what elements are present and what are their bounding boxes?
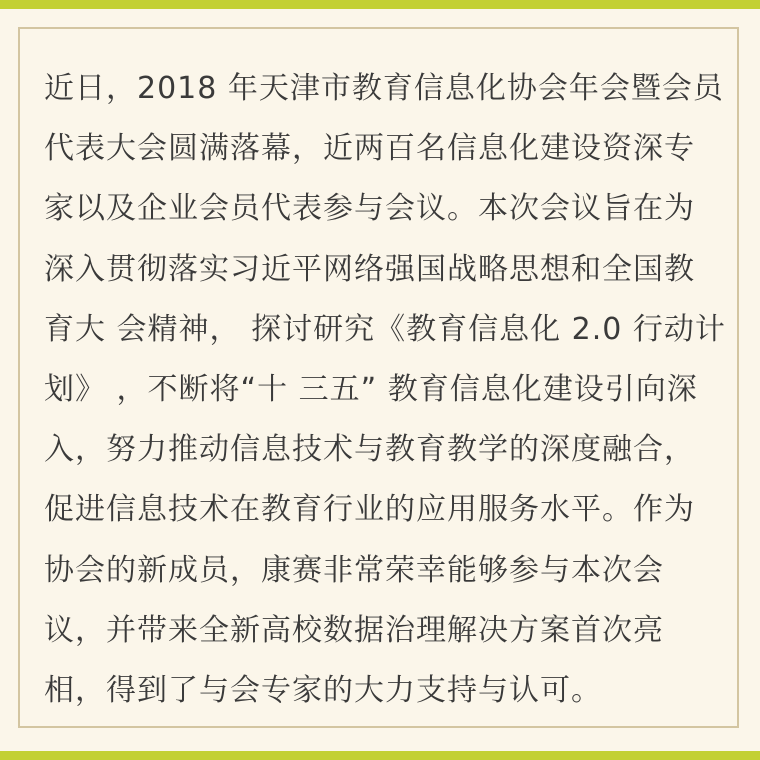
paragraph-line: 育大 会精神， 探讨研究《教育信息化 2.0 行动计 — [44, 311, 726, 347]
paragraph-line: 深入贯彻落实习近平网络强国战略思想和全国教 — [44, 251, 695, 287]
paragraph-line: 相，得到了与会专家的大力支持与认可。 — [44, 672, 602, 708]
paragraph-line: 促进信息技术在教育行业的应用服务水平。作为 — [44, 492, 695, 528]
body-paragraph — [44, 59, 734, 721]
paragraph-line: 划》 ，不断将“十 三五” 教育信息化建设引向深 — [44, 371, 698, 407]
paragraph-line: 家以及企业会员代表参与会议。本次会议旨在为 — [44, 191, 695, 227]
paragraph-line: 协会的新成员，康赛非常荣幸能够参与本次会 — [44, 552, 664, 588]
paragraph-line: 近日，2018 年天津市教育信息化协会年会暨会员 — [44, 71, 724, 106]
paragraph-line: 代表大会圆满落幕，近两百名信息化建设资深专 — [44, 131, 695, 167]
top-accent-bar — [0, 0, 760, 9]
bottom-accent-bar — [0, 751, 760, 760]
paragraph-line: 议，并带来全新高校数据治理解决方案首次亮 — [44, 612, 664, 648]
paragraph-line: 入，努力推动信息技术与教育教学的深度融合， — [44, 432, 695, 468]
